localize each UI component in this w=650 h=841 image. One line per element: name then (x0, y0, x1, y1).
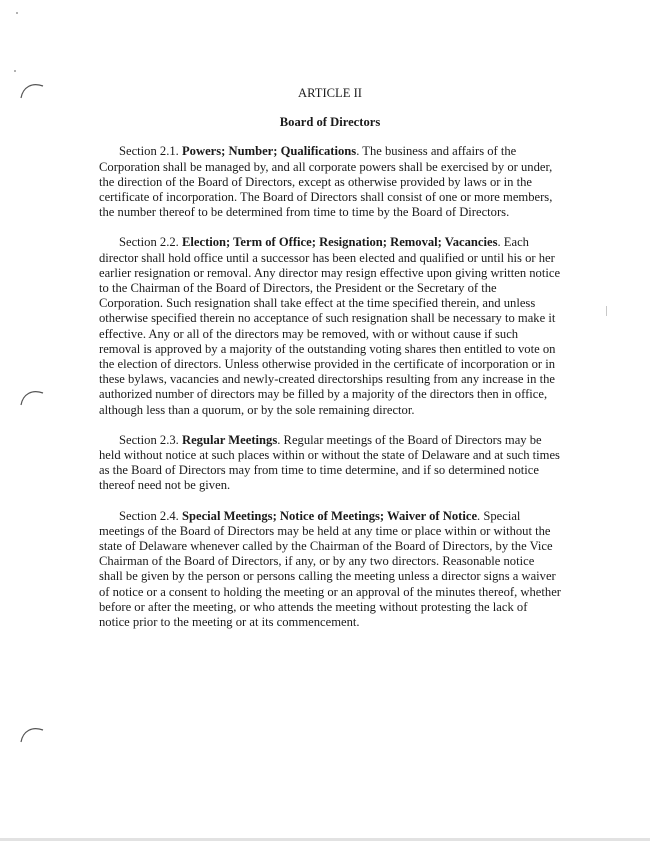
section-number: Section 2.2. (119, 235, 179, 250)
section-title: Election; Term of Office; Resignation; Removal; Vacancies (181, 235, 498, 250)
document-body (99, 86, 561, 645)
article-heading: ARTICLE II (298, 86, 362, 100)
section-number: Section 2.4. (119, 508, 179, 523)
hole-punch-mark-middle (18, 385, 46, 413)
section-body: Each director shall hold office until a successor has been elected and qualified or until his or her earlier resignation or removal. Any director may resign effective upon giving written notice to the Chairman of the Board of Directors, the President or the Secretary of the Corporation. Such resignation shall take effect at the time specified therein, and unless otherwise specified therein no acceptance of such resignation shall be necessary to make it effective. Any or all of the directors may be removed, with or without cause if such removal is approved by a majority of the outstanding voting shares then entitled to vote on the election of directors. Unless otherwise provided in the certificate of incorporation or in these bylaws, vacancies and newly-created directorships resulting from any increase in the authorized number of directors may be filled by a majority of the directors then in office, although less than a quorum, or by the sole remaining director. (99, 235, 561, 417)
section-title: Powers; Number; Qualifications (181, 144, 357, 159)
scan-speck (16, 12, 18, 14)
section-body: Special meetings of the Board of Directors may be held at any time or place within or without the state of Delaware whenever called by the Chairman of the Board of Directors, by the Vice Chairman of the Board of Directors, if any, or by any two directors. Reasonable notice shall be given by the person or persons calling the meeting unless a director signs a waiver of notice or a consent to holding the meeting or an approval of the minutes thereof, whether before or after the meeting, or who attends the meeting without protesting the lack of notice prior to the meeting or at its commencement. (99, 508, 561, 630)
section-2-4: Section 2.4. Special Meetings; Notice of Meetings; Waiver of Notice. Special meetings of the Board of Directors may be held at any time or place within or without the state of Delaware whenever called by the Chairman of the Board of Directors, by the Vice Chairman of the Board of Directors, if any, or by any two directors. Reasonable notice shall be given by the person or persons calling the meeting unless a director signs a waiver of notice or a consent to holding the meeting or an approval of the minutes thereof, whether before or after the meeting, or who attends the meeting without protesting the lack of notice prior to the meeting or at its commencement. (99, 508, 561, 630)
section-number: Section 2.1. (119, 144, 179, 159)
section-2-2: Section 2.2. Election; Term of Office; Resignation; Removal; Vacancies. Each director shall hold office until a successor has been elected and qualified or until his or her earlier resignation or removal. Any director may resign effective upon giving written notice to the Chairman of the Board of Directors, the President or the Secretary of the Corporation. Such resignation shall take effect at the time specified therein, and unless otherwise specified therein no acceptance of such resignation shall be necessary to make it effective. Any or all of the directors may be removed, with or without cause if such removal is approved by a majority of the outstanding voting shares then entitled to vote on the election of directors. Unless otherwise provided in the certificate of incorporation or in these bylaws, vacancies and newly-created directorships resulting from any increase in the authorized number of directors may be filled by a majority of the directors then in office, although less than a quorum, or by the sole remaining director. (99, 235, 561, 417)
section-title: Regular Meetings (181, 432, 278, 447)
article-title: Board of Directors (279, 115, 381, 130)
section-number: Section 2.3. (119, 432, 179, 447)
scan-speck (14, 70, 16, 72)
scan-mark (606, 306, 607, 316)
section-body: Regular meetings of the Board of Directors may be held without notice at such places within or without the state of Delaware and at such times as the Board of Directors may from time to time determine, and if so determined notice thereof need not be given. (99, 432, 560, 493)
hole-punch-mark-bottom (18, 722, 46, 750)
hole-punch-mark-top (18, 78, 46, 106)
section-body: The business and affairs of the Corporation shall be managed by, and all corporate powers shall be exercised by or under, the direction of the Board of Directors, except as otherwise provided by laws or in the certificate of incorporation. The Board of Directors shall consist of one or more members, the number thereof to be determined from time to time by the Board of Directors. (99, 144, 553, 220)
section-2-1: Section 2.1. Powers; Number; Qualifications. The business and affairs of the Corporation shall be managed by, and all corporate powers shall be exercised by or under, the direction of the Board of Directors, except as otherwise provided by laws or in the certificate of incorporation. The Board of Directors shall consist of one or more members, the number thereof to be determined from time to time by the Board of Directors. (99, 144, 553, 220)
section-title: Special Meetings; Notice of Meetings; Waiver of Notice (181, 508, 478, 523)
section-2-3: Section 2.3. Regular Meetings. Regular meetings of the Board of Directors may be held without notice at such places within or without the state of Delaware and at such times as the Board of Directors may from time to time determine, and if so determined notice thereof need not be given. (99, 432, 560, 493)
